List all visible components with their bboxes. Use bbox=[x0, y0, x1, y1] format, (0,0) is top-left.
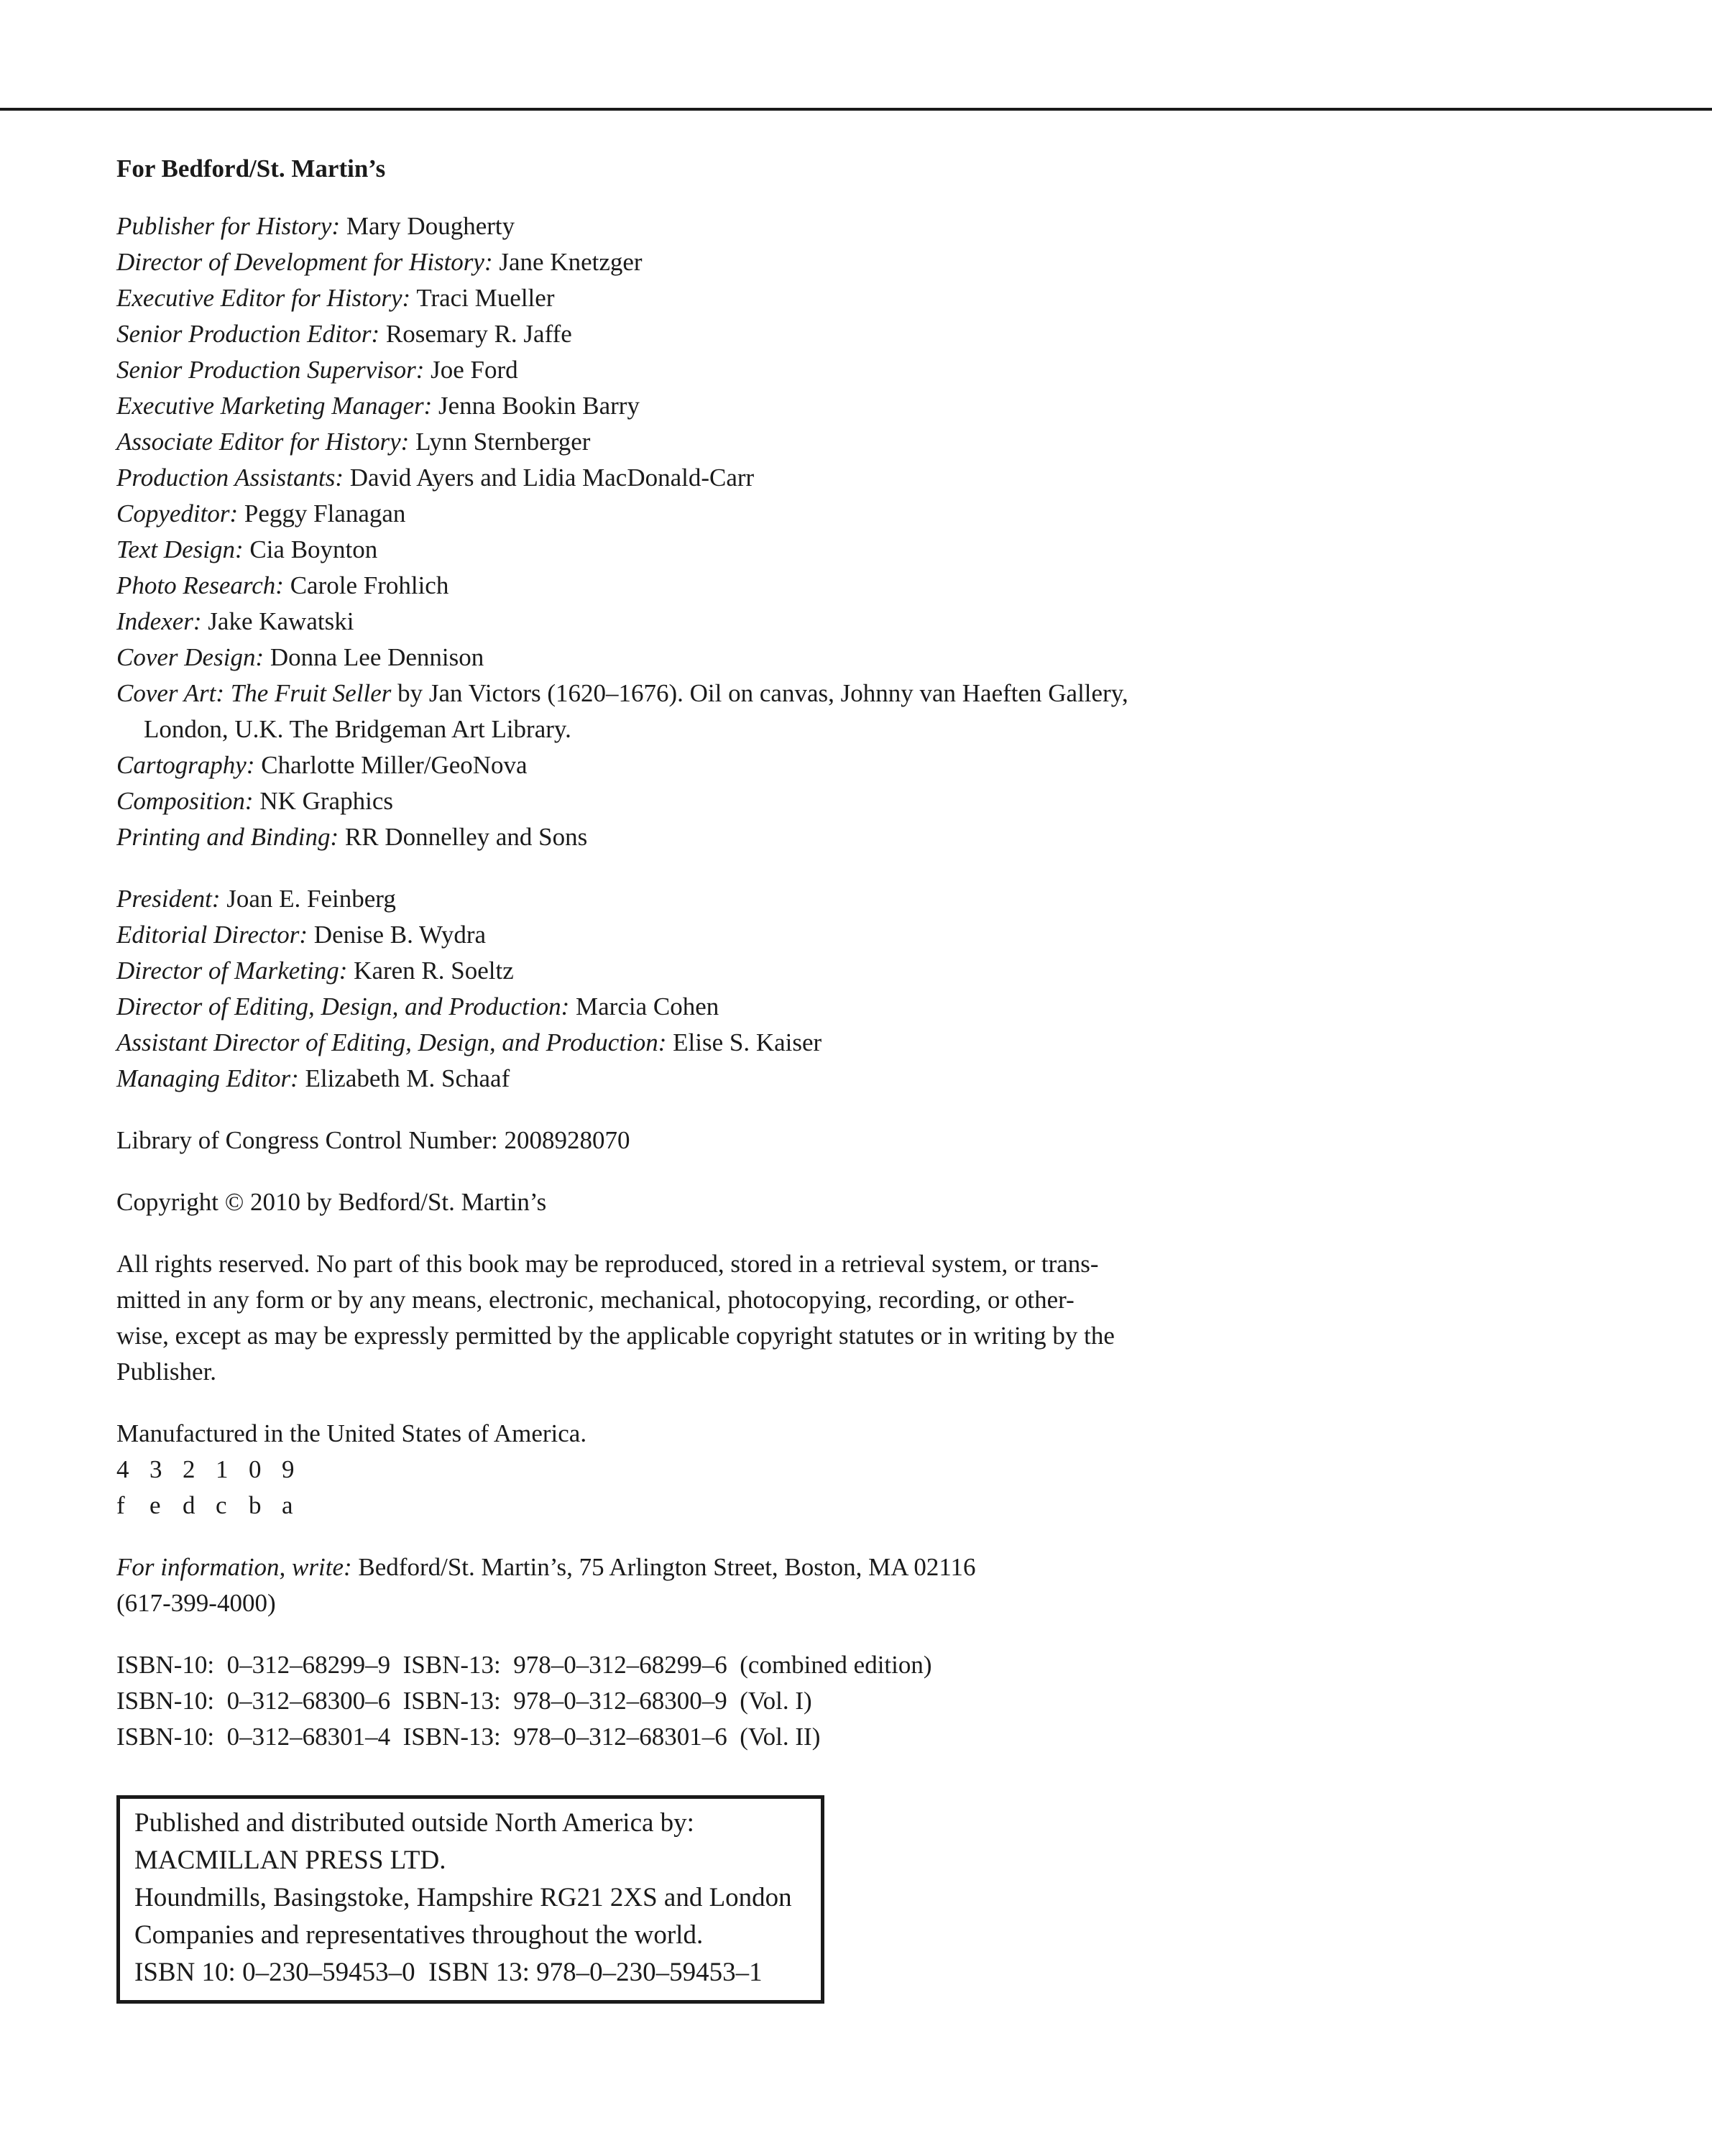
credit-name: Traci Mueller bbox=[416, 284, 555, 312]
credit-name: Karen R. Soeltz bbox=[354, 957, 514, 985]
credit-name: Elise S. Kaiser bbox=[673, 1028, 822, 1056]
credit-role: Text Design: bbox=[116, 535, 244, 563]
rights-line: Publisher. bbox=[116, 1358, 217, 1386]
credit-name: Jane Knetzger bbox=[499, 248, 643, 276]
credit-role: Director of Development for History: bbox=[116, 248, 493, 276]
credit-name: Joan E. Feinberg bbox=[226, 885, 396, 913]
credit-line bbox=[116, 604, 1338, 640]
print-number: 2 bbox=[183, 1455, 195, 1483]
credit-name: Mary Dougherty bbox=[346, 212, 515, 240]
credit-line bbox=[116, 424, 1338, 460]
credit-role: Senior Production Supervisor: bbox=[116, 356, 425, 384]
credit-line bbox=[116, 1025, 1338, 1061]
credit-role: Managing Editor: bbox=[116, 1064, 299, 1092]
credit-role: President: bbox=[116, 885, 221, 913]
credit-line bbox=[116, 532, 1338, 568]
print-number: 4 bbox=[116, 1455, 129, 1483]
print-number: 1 bbox=[216, 1455, 229, 1483]
credit-role: Cover Art: bbox=[116, 679, 225, 707]
copyright-notice: Copyright © 2010 by Bedford/St. Martin’s bbox=[116, 1188, 547, 1216]
credit-line bbox=[116, 989, 1338, 1025]
isbn-list bbox=[116, 1647, 1338, 1755]
credit-line bbox=[116, 640, 1338, 676]
rights-paragraph bbox=[116, 1246, 1338, 1390]
distribution-line: Published and distributed outside North America by: bbox=[134, 1808, 694, 1838]
credit-role: Executive Editor for History: bbox=[116, 284, 411, 312]
credit-name: NK Graphics bbox=[259, 787, 393, 815]
lccn: Library of Congress Control Number: 2008928070 bbox=[116, 1126, 630, 1154]
isbn-row bbox=[116, 1647, 1338, 1683]
credit-line bbox=[116, 881, 1338, 917]
info-phone: (617-399-4000) bbox=[116, 1589, 276, 1617]
isbn-13: ISBN-13: 978–0–312–68300–9 bbox=[402, 1687, 727, 1715]
credit-line bbox=[116, 352, 1338, 388]
print-number: 0 bbox=[249, 1455, 262, 1483]
credit-name: Cia Boynton bbox=[249, 535, 378, 563]
rights-line: All rights reserved. No part of this book may be reproduced, stored in a retrieval system, or trans- bbox=[116, 1250, 1099, 1278]
credit-name: Jenna Bookin Barry bbox=[438, 392, 640, 420]
credit-role: Associate Editor for History: bbox=[116, 428, 410, 456]
credit-role: Assistant Director of Editing, Design, and Production: bbox=[116, 1028, 667, 1056]
credit-role: Printing and Binding: bbox=[116, 823, 339, 851]
credit-name: Donna Lee Dennison bbox=[270, 643, 484, 671]
credit-line bbox=[116, 568, 1338, 604]
credit-name: Joe Ford bbox=[431, 356, 518, 384]
credit-role: Copyeditor: bbox=[116, 499, 239, 528]
cover-art-continuation: London, U.K. The Bridgeman Art Library. bbox=[144, 715, 571, 743]
credit-line bbox=[116, 819, 1338, 855]
isbn-row bbox=[116, 1719, 1338, 1755]
distribution-line: Companies and representatives throughout the world. bbox=[134, 1920, 704, 1950]
credit-line bbox=[116, 783, 1338, 819]
credit-line bbox=[116, 917, 1338, 953]
isbn-note: (combined edition) bbox=[740, 1651, 932, 1679]
print-letter: d bbox=[183, 1491, 195, 1519]
credit-role: Senior Production Editor: bbox=[116, 320, 380, 348]
credit-line bbox=[116, 1061, 1338, 1097]
credit-name: RR Donnelley and Sons bbox=[344, 823, 588, 851]
print-letter: f bbox=[116, 1491, 125, 1519]
isbn-row bbox=[116, 1683, 1338, 1719]
credit-line bbox=[116, 953, 1338, 989]
contact-info bbox=[116, 1549, 1338, 1621]
credit-role: Director of Marketing: bbox=[116, 957, 348, 985]
executive-credits bbox=[116, 881, 1338, 1097]
credit-name: Peggy Flanagan bbox=[244, 499, 406, 528]
isbn-note: (Vol. I) bbox=[740, 1687, 812, 1715]
print-number: 3 bbox=[149, 1455, 162, 1483]
credit-line bbox=[116, 280, 1338, 316]
print-letter: a bbox=[282, 1491, 293, 1519]
credit-line bbox=[116, 747, 1338, 783]
cover-art-title: The Fruit Seller bbox=[230, 679, 392, 707]
isbn-10: ISBN-10: 0–312–68299–9 bbox=[116, 1651, 391, 1679]
credit-name: Elizabeth M. Schaaf bbox=[305, 1064, 510, 1092]
distribution-line: MACMILLAN PRESS LTD. bbox=[134, 1846, 446, 1875]
credit-role: Indexer: bbox=[116, 607, 202, 635]
credit-name: Charlotte Miller/GeoNova bbox=[261, 751, 528, 779]
copyright-page bbox=[116, 151, 1338, 2004]
credit-line bbox=[116, 208, 1338, 244]
credit-role: Cartography: bbox=[116, 751, 255, 779]
credit-line bbox=[116, 388, 1338, 424]
credit-role: Composition: bbox=[116, 787, 254, 815]
printing-letters bbox=[116, 1488, 1338, 1524]
rights-line: wise, except as may be expressly permitted by the applicable copyright statutes or in writing by the bbox=[116, 1322, 1115, 1350]
info-label: For information, write: bbox=[116, 1553, 352, 1581]
isbn-10: ISBN-10: 0–312–68300–6 bbox=[116, 1687, 391, 1715]
credit-role: Publisher for History: bbox=[116, 212, 341, 240]
info-line bbox=[116, 1549, 1338, 1585]
credit-role: Cover Design: bbox=[116, 643, 264, 671]
credit-name: Marcia Cohen bbox=[576, 992, 719, 1021]
rights-line: mitted in any form or by any means, electronic, mechanical, photocopying, recording, or other- bbox=[116, 1286, 1074, 1314]
print-number: 9 bbox=[282, 1455, 295, 1483]
cover-art-description: by Jan Victors (1620–1676). Oil on canvas, Johnny van Haeften Gallery, bbox=[397, 679, 1128, 707]
credit-role: Photo Research: bbox=[116, 571, 284, 599]
top-rule bbox=[0, 108, 1712, 111]
credit-name: Carole Frohlich bbox=[290, 571, 449, 599]
production-credits bbox=[116, 208, 1338, 855]
credit-name: Lynn Sternberger bbox=[415, 428, 591, 456]
manufacturing-info bbox=[116, 1416, 1338, 1524]
isbn-13: ISBN-13: 978–0–312–68299–6 bbox=[402, 1651, 727, 1679]
publisher-heading: For Bedford/St. Martin’s bbox=[116, 155, 386, 183]
info-address: Bedford/St. Martin’s, 75 Arlington Street, Boston, MA 02116 bbox=[358, 1553, 976, 1581]
isbn-13: ISBN-13: 978–0–312–68301–6 bbox=[402, 1723, 727, 1751]
print-letter: e bbox=[149, 1491, 161, 1519]
credit-role: Editorial Director: bbox=[116, 921, 308, 949]
manufactured-statement: Manufactured in the United States of America. bbox=[116, 1419, 587, 1447]
credit-line bbox=[116, 316, 1338, 352]
credit-line bbox=[116, 496, 1338, 532]
credit-name: Jake Kawatski bbox=[208, 607, 354, 635]
credit-role: Director of Editing, Design, and Production: bbox=[116, 992, 570, 1021]
credit-line bbox=[116, 244, 1338, 280]
credit-name: Denise B. Wydra bbox=[313, 921, 487, 949]
isbn-note: (Vol. II) bbox=[740, 1723, 821, 1751]
distribution-line: Houndmills, Basingstoke, Hampshire RG21 2XS and London bbox=[134, 1883, 792, 1912]
credit-role: Executive Marketing Manager: bbox=[116, 392, 433, 420]
printing-numbers bbox=[116, 1452, 1338, 1488]
credit-name: Rosemary R. Jaffe bbox=[385, 320, 572, 348]
credit-line bbox=[116, 460, 1338, 496]
distribution-isbn: ISBN 10: 0–230–59453–0 ISBN 13: 978–0–230–59453–1 bbox=[134, 1958, 763, 1987]
credit-name: David Ayers and Lidia MacDonald-Carr bbox=[349, 464, 755, 492]
isbn-10: ISBN-10: 0–312–68301–4 bbox=[116, 1723, 391, 1751]
print-letter: b bbox=[249, 1491, 262, 1519]
cover-art-line bbox=[116, 676, 1338, 711]
print-letter: c bbox=[216, 1491, 227, 1519]
distribution-box bbox=[116, 1795, 824, 2004]
credit-role: Production Assistants: bbox=[116, 464, 344, 492]
